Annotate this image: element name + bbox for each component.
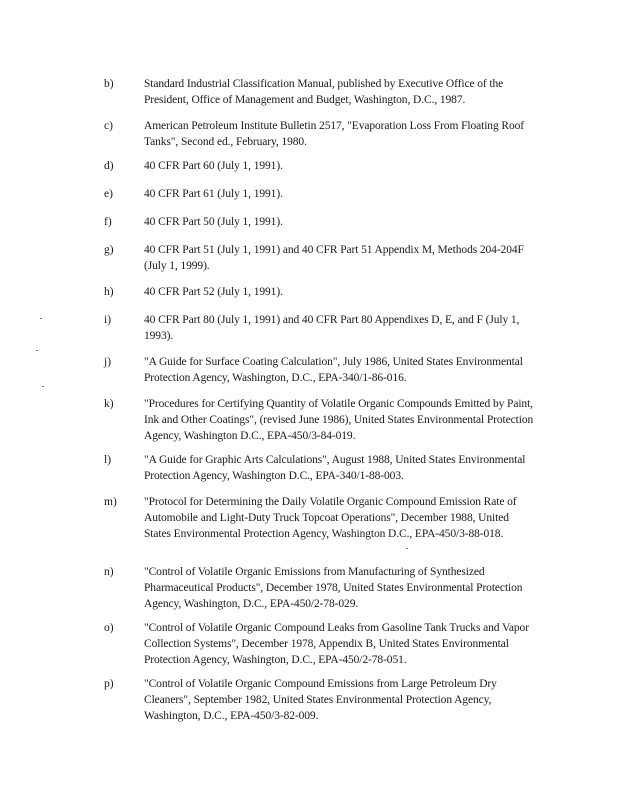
reference-label: j) [104,356,112,368]
reference-label: p) [104,678,114,690]
reference-label: g) [104,244,114,256]
reference-label: h) [104,286,114,298]
reference-label: e) [104,188,113,200]
reference-text: 40 CFR Part 52 (July 1, 1991). [144,286,283,298]
reference-label: f) [104,216,112,228]
reference-label: i) [104,314,112,326]
reference-text: "Procedures for Certifying Quantity of Volatile Organic Compounds Emitted by Paint, Ink and Other Coatings", (revised June 1986), United States Environmental Protection Agency, Washington D.C., EPA-450/3-84-019. [144,398,534,442]
reference-text: "Protocol for Determining the Daily Volatile Organic Compound Emission Rate of Automobile and Light-Duty Truck Topcoat Operations", December 1988, United States Environmental Protection Agency, Washington D.C., EPA-450/3-88-018. [144,496,517,540]
reference-text: 40 CFR Part 50 (July 1, 1991). [144,216,283,228]
reference-text: 40 CFR Part 80 (July 1, 1991) and 40 CFR Part 80 Appendixes D, E, and F (July 1, 1993). [144,314,520,342]
scan-speck [40,318,42,319]
reference-text: "Control of Volatile Organic Compound Leaks from Gasoline Tank Trucks and Vapor Collection Systems", December 1978, Appendix B, United States Environmental Protection Agency, Washington, D.C., EPA-450/2-78-051. [144,622,529,666]
reference-text: "Control of Volatile Organic Emissions from Manufacturing of Synthesized Pharmaceutical Products", December 1978, United States Environmental Protection Agency, Washington, D.C., EPA-450/2-78-029. [144,566,523,610]
scan-speck [42,386,44,387]
scan-speck [36,350,38,351]
reference-label: o) [104,622,114,634]
reference-text: Standard Industrial Classification Manual, published by Executive Office of the President, Office of Management and Budget, Washington, D.C., 1987. [144,78,504,106]
reference-text: 40 CFR Part 61 (July 1, 1991). [144,188,283,200]
reference-label: c) [104,120,113,132]
reference-text: 40 CFR Part 60 (July 1, 1991). [144,160,283,172]
reference-label: l) [104,454,112,466]
reference-label: d) [104,160,114,172]
reference-text: 40 CFR Part 51 (July 1, 1991) and 40 CFR Part 51 Appendix M, Methods 204-204F (July 1, 1999). [144,244,524,272]
reference-text: "Control of Volatile Organic Compound Emissions from Large Petroleum Dry Cleaners", September 1982, United States Environmental Protection Agency, Washington, D.C., EPA-450/3-82-009. [144,678,497,722]
reference-text: "A Guide for Surface Coating Calculation", July 1986, United States Environmental Protection Agency, Washington, D.C., EPA-340/1-86-016. [144,356,523,384]
reference-text: American Petroleum Institute Bulletin 2517, "Evaporation Loss From Floating Roof Tanks", Second ed., February, 1980. [144,120,524,148]
scan-speck [406,548,408,549]
reference-label: k) [104,398,114,410]
reference-label: m) [104,496,117,508]
reference-label: b) [104,78,114,90]
reference-text: "A Guide for Graphic Arts Calculations", August 1988, United States Environmental Protection Agency, Washington D.C., EPA-340/1-88-003. [144,454,526,482]
reference-label: n) [104,566,114,578]
